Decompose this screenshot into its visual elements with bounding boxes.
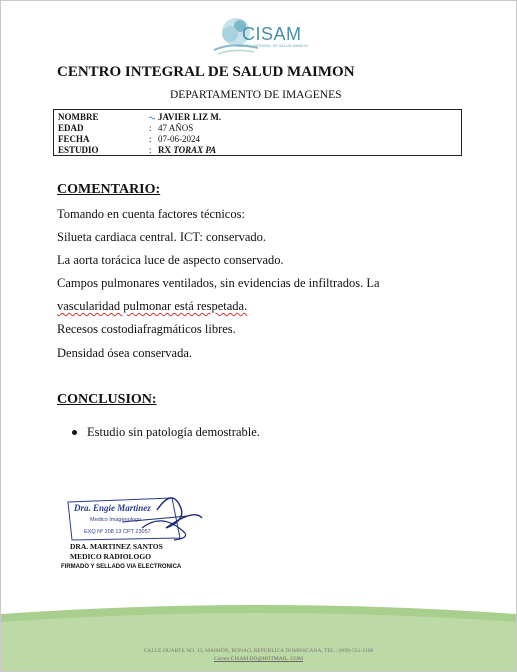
patient-row-date — [58, 134, 458, 145]
name-separator — [149, 112, 155, 123]
study-type: RX — [158, 145, 171, 155]
date-label: FECHA — [58, 134, 90, 144]
study-label: ESTUDIO — [58, 145, 99, 155]
study-separator: : — [149, 145, 152, 155]
stamp-exequatur: EXQ Nº 208 13 CPT 23057 — [84, 529, 151, 535]
footer-email[interactable] — [0, 656, 517, 662]
comment-line-spellchecked — [57, 322, 236, 337]
department-title: DEPARTAMENTO DE IMAGENES — [170, 89, 342, 101]
comment-line-text: Recesos costodiafragmáticos libres. — [57, 322, 236, 336]
clinic-logo — [210, 12, 320, 58]
spellcheck-marker-icon — [149, 112, 155, 120]
doctor-role: MEDICO RADIOLOGO — [70, 552, 152, 561]
doctor-name: DRA. MARTINEZ SANTOS — [70, 542, 163, 551]
name-value: JAVIER LIZ M. — [158, 112, 222, 122]
comment-line-text: vascularidad pulmonar está respetada. — [57, 299, 248, 313]
logo-wordmark: CISAM — [242, 24, 302, 44]
clinic-name: CENTRO INTEGRAL DE SALUD MAIMON — [57, 64, 355, 80]
bullet-icon — [72, 430, 77, 435]
comment-line: Silueta cardiaca central. ICT: conservado. — [57, 230, 267, 244]
stamp-doctor-title: Medico Imagenologo — [90, 517, 142, 523]
age-value: 47 AÑOS — [158, 123, 194, 133]
date-separator: : — [149, 134, 152, 144]
comment-line: Densidad ósea conservada. — [57, 346, 193, 360]
comment-heading: COMENTARIO: — [57, 182, 161, 197]
patient-row-age — [58, 123, 458, 134]
email-prefix: Correo: — [213, 656, 231, 662]
comment-line: La aorta torácica luce de aspecto conservado. — [57, 253, 284, 267]
comment-line-spellchecked — [57, 299, 247, 314]
email-address: CISAM.DO@HOTMAIL .COM — [230, 656, 304, 662]
stamp-doctor-name: Dra. Engie Martinez — [74, 503, 151, 513]
signed-electronically-note: FIRMADO Y SELLADO VIA ELECTRONICA — [61, 564, 182, 570]
patient-row-study — [58, 145, 458, 156]
study-value — [158, 145, 216, 156]
conclusion-heading: CONCLUSION: — [57, 392, 157, 407]
signature-stamp — [62, 488, 212, 548]
comment-line: Campos pulmonares ventilados, sin evidencias de infiltrados. La — [57, 276, 380, 290]
conclusion-item-text: Estudio sin patología demostrable. — [87, 425, 260, 439]
patient-row-name — [58, 112, 458, 123]
footer-address: CALLE DUARTE NO. 13, MAIMÓN, BONAO, REPUBLICA DOMINICANA, TEL.: (809)-551-2106 — [143, 648, 374, 654]
date-value: 07-06-2024 — [158, 134, 200, 144]
comment-line: Tomando en cuenta factores técnicos: — [57, 207, 245, 221]
logo-subtitle: CENTRO INTEGRAL DE SALUD MAIMON — [236, 44, 308, 48]
name-label: NOMBRE — [58, 112, 99, 122]
age-separator: : — [149, 123, 152, 133]
age-label: EDAD — [58, 123, 84, 133]
study-view: TORAX PA — [173, 145, 217, 155]
patient-info-box — [53, 109, 462, 156]
